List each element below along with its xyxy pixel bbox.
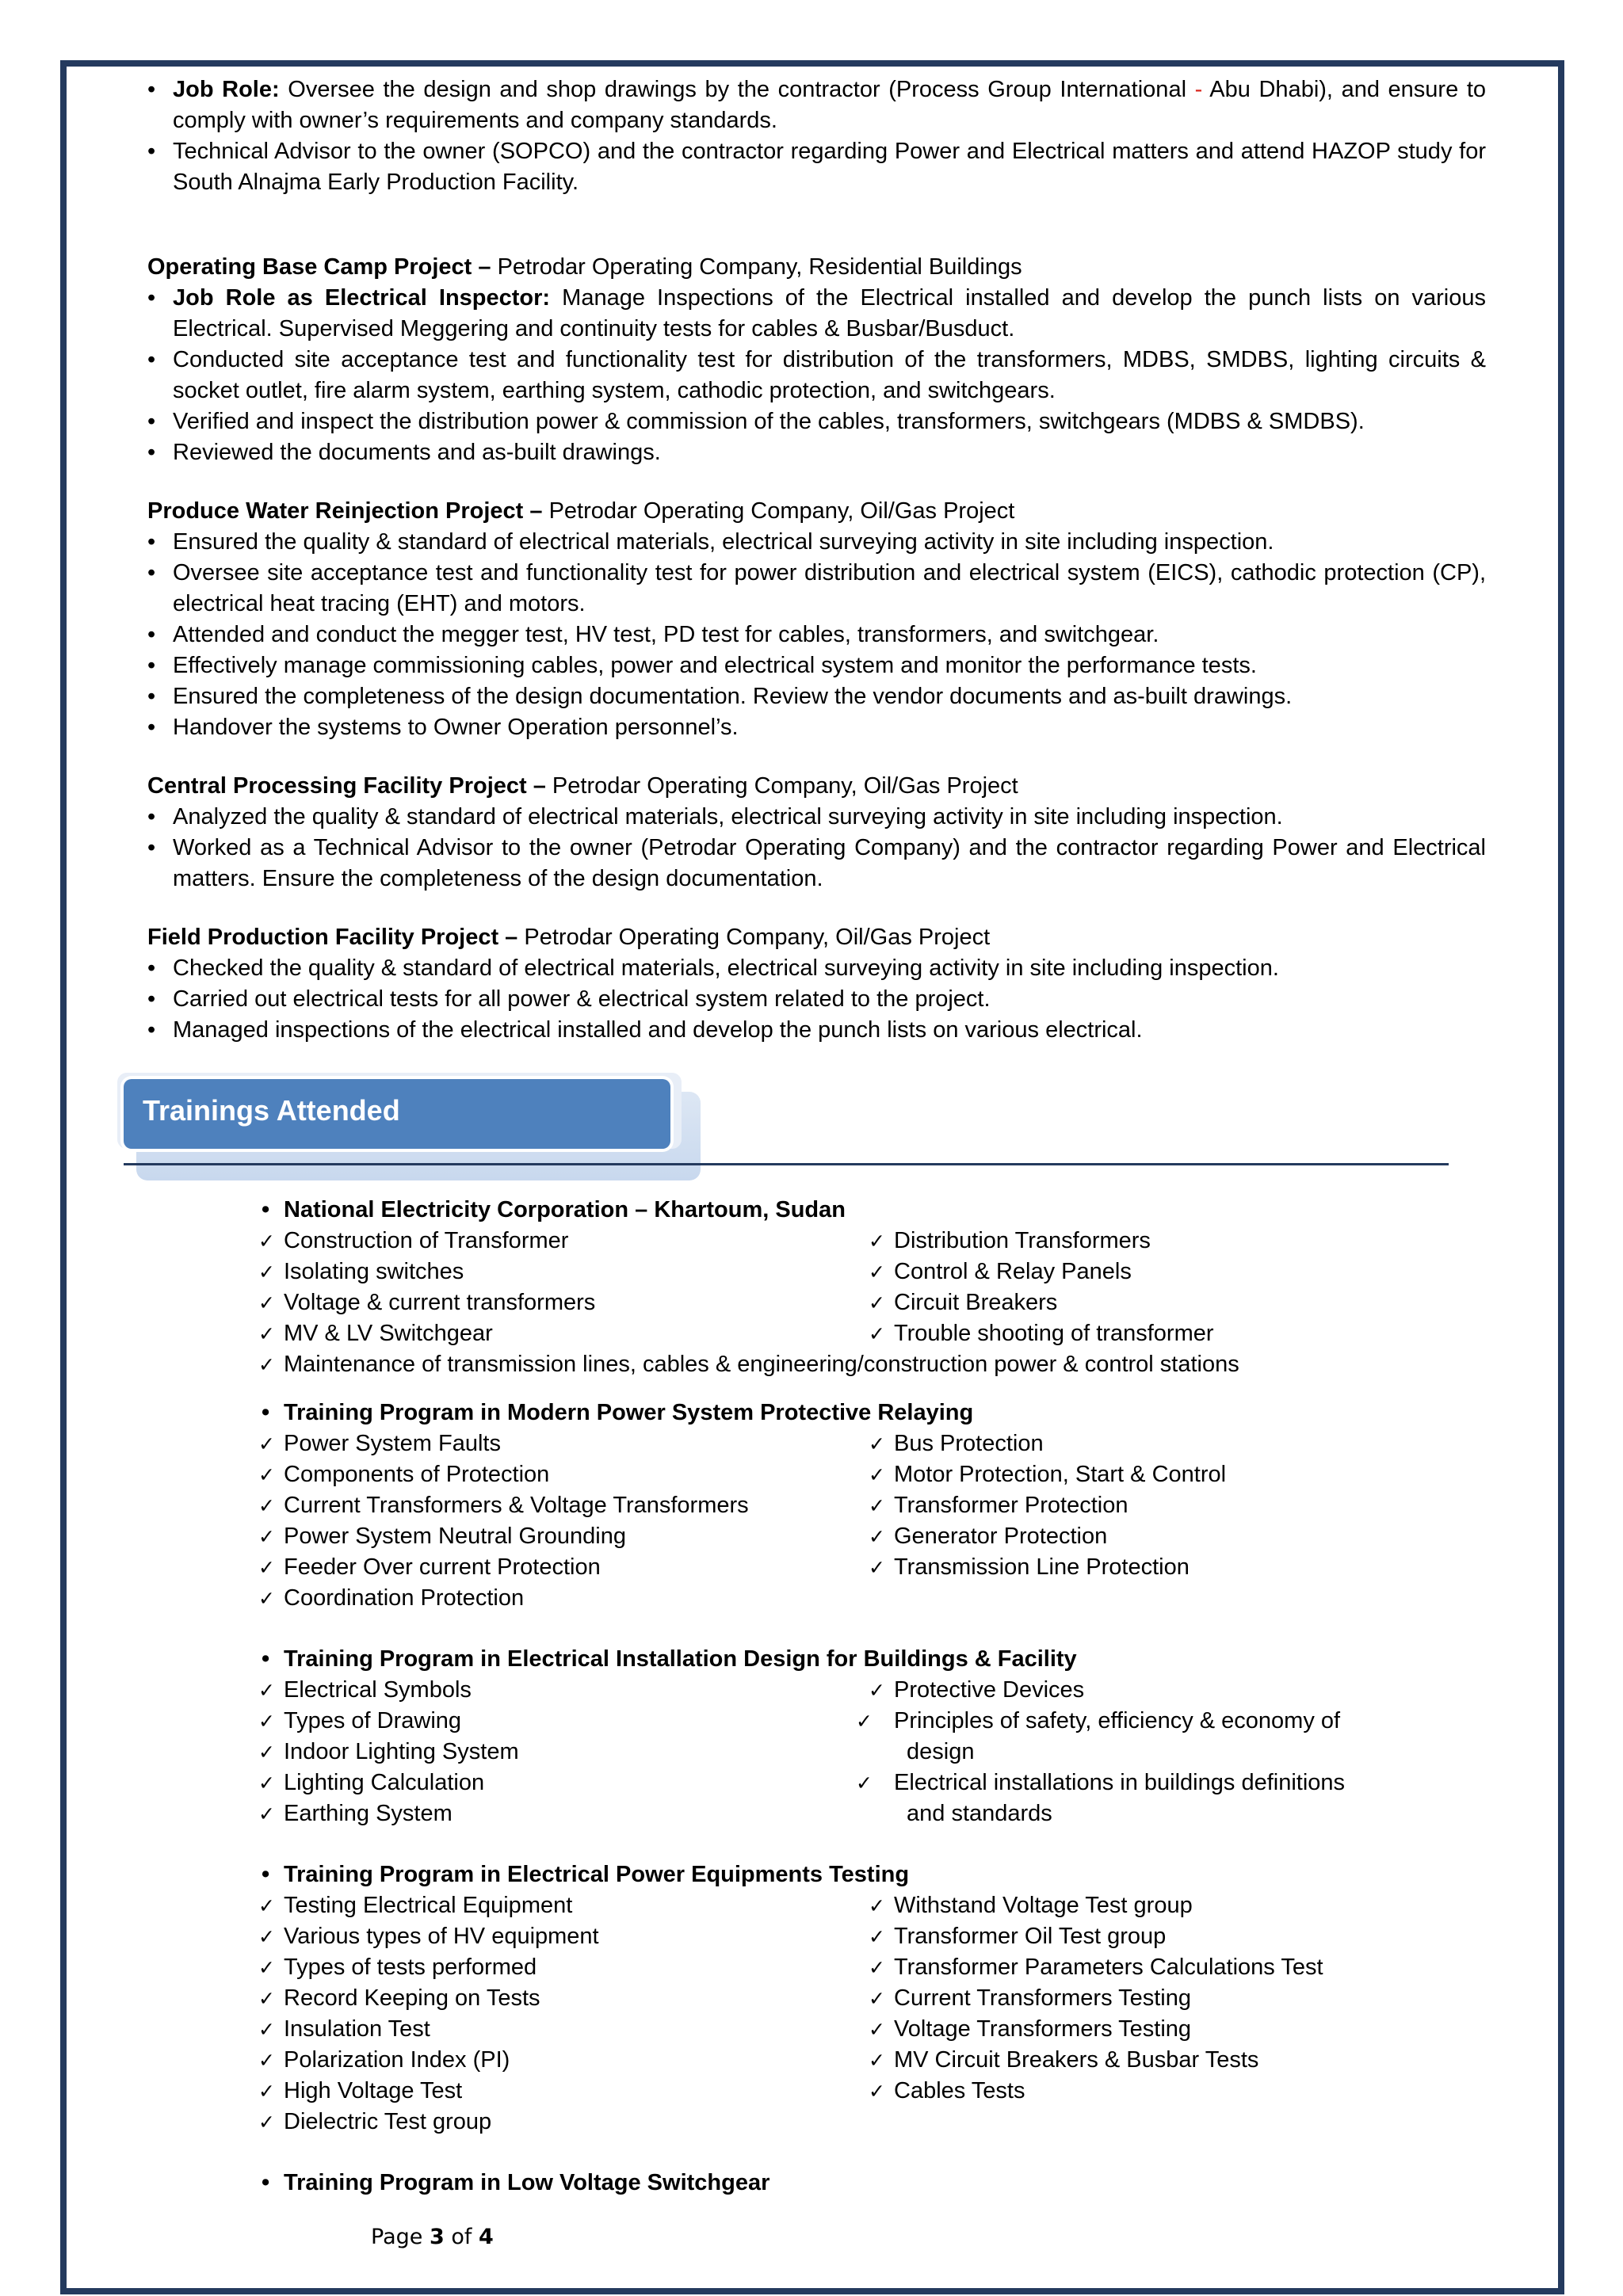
intro-section xyxy=(147,74,1486,198)
check-item: ✓ Protective Devices xyxy=(869,1675,1376,1706)
training-group-title: • Training Program in Electrical Power Equipments Testing xyxy=(258,1859,1447,1890)
training-group-protective-relaying xyxy=(258,1398,1447,1614)
check-item: ✓ Components of Protection xyxy=(258,1459,869,1490)
check-item: ✓ Withstand Voltage Test group xyxy=(869,1890,1423,1921)
check-item: ✓ Transformer Protection xyxy=(869,1490,1423,1521)
project-heading: Produce Water Reinjection Project – Petrodar Operating Company, Oil/Gas Project xyxy=(147,498,1015,524)
check-item: ✓ Transformer Oil Test group xyxy=(869,1921,1423,1952)
check-item: ✓ Lighting Calculation xyxy=(258,1768,869,1798)
list-item: • Verified and inspect the distribution power & commission of the cables, transformers, switchgears (MDBS & SMDBS). xyxy=(147,406,1486,437)
check-item: ✓ Distribution Transformers xyxy=(869,1226,1423,1257)
check-item: ✓ Current Transformers & Voltage Transformers xyxy=(258,1490,869,1521)
list-item: • Analyzed the quality & standard of electrical materials, electrical surveying activity in site including inspection. xyxy=(147,802,1486,833)
check-item: ✓ MV & LV Switchgear xyxy=(258,1318,869,1349)
check-item: ✓ Types of Drawing xyxy=(258,1706,869,1737)
check-item: ✓ Principles of safety, efficiency & economy of design xyxy=(869,1706,1376,1768)
check-item: ✓ Bus Protection xyxy=(869,1428,1423,1459)
check-item: ✓ Insulation Test xyxy=(258,2014,869,2045)
training-group-equipment-testing xyxy=(258,1859,1447,2138)
check-item: ✓ Polarization Index (PI) xyxy=(258,2045,869,2076)
check-item: ✓ Power System Faults xyxy=(258,1428,869,1459)
check-item: ✓ Power System Neutral Grounding xyxy=(258,1521,869,1552)
check-item: ✓ Voltage & current transformers xyxy=(258,1287,869,1318)
list-item: • Ensured the quality & standard of electrical materials, electrical surveying activity in site including inspection. xyxy=(147,527,1486,558)
check-item: ✓ Various types of HV equipment xyxy=(258,1921,869,1952)
check-item: ✓ Dielectric Test group xyxy=(258,2107,869,2138)
project-heading: Operating Base Camp Project – Petrodar Operating Company, Residential Buildings xyxy=(147,254,1022,280)
check-item: ✓ Record Keeping on Tests xyxy=(258,1983,869,2014)
section-title-trainings: Trainings Attended xyxy=(124,1079,670,1149)
check-item: ✓ Voltage Transformers Testing xyxy=(869,2014,1423,2045)
check-item: ✓ Electrical Symbols xyxy=(258,1675,869,1706)
training-group-title: • National Electricity Corporation – Khartoum, Sudan xyxy=(258,1195,1447,1226)
list-item: • Attended and conduct the megger test, HV test, PD test for cables, transformers, and switchgear. xyxy=(147,620,1486,650)
training-group-title: • Training Program in Electrical Installation Design for Buildings & Facility xyxy=(258,1644,1447,1675)
check-item: ✓ Indoor Lighting System xyxy=(258,1737,869,1768)
list-item: • Oversee site acceptance test and functionality test for power distribution and electrical system (EICS), cathodic protection (CP), electrical heat tracing (EHT) and motors. xyxy=(147,558,1486,620)
list-item: • Managed inspections of the electrical installed and develop the punch lists on various electrical. xyxy=(147,1015,1486,1046)
check-item: ✓ Trouble shooting of transformer xyxy=(869,1318,1423,1349)
check-item: ✓ Electrical installations in buildings definitions and standards xyxy=(869,1768,1376,1829)
list-item: • Carried out electrical tests for all power & electrical system related to the project. xyxy=(147,984,1486,1015)
list-item: • Conducted site acceptance test and functionality test for distribution of the transformers, MDBS, SMDBS, lighting circuits & socket outlet, fire alarm system, earthing system, cathodic protection, and switchgears. xyxy=(147,345,1486,406)
training-group-installation-design xyxy=(258,1644,1447,1829)
trainings-section xyxy=(258,1195,1447,2199)
check-item: ✓ Maintenance of transmission lines, cables & engineering/construction power & control stations xyxy=(258,1349,1449,1380)
intro-bullet-advisor: • Technical Advisor to the owner (SOPCO) and the contractor regarding Power and Electrical matters and attend HAZOP study for South Alnajma Early Production Facility. xyxy=(147,136,1486,198)
list-item: • Job Role as Electrical Inspector: Manage Inspections of the Electrical installed and develop the punch lists on various Electrical. Supervised Meggering and continuity tests for cables & Busbar/Busduct. xyxy=(147,283,1486,345)
list-item: • Reviewed the documents and as-built drawings. xyxy=(147,437,1486,468)
intro-bullet-job-role: • Job Role: Oversee the design and shop drawings by the contractor (Process Group International - Abu Dhabi), and ensure to comply with owner’s requirements and company standards. xyxy=(147,74,1486,136)
list-item: • Worked as a Technical Advisor to the owner (Petrodar Operating Company) and the contractor regarding Power and Electrical matters. Ensure the completeness of the design documentation. xyxy=(147,833,1486,894)
check-item: ✓ Current Transformers Testing xyxy=(869,1983,1423,2014)
list-item: • Effectively manage commissioning cables, power and electrical system and monitor the performance tests. xyxy=(147,650,1486,681)
check-item: ✓ Isolating switches xyxy=(258,1257,869,1287)
check-item: ✓ Transformer Parameters Calculations Test xyxy=(869,1952,1423,1983)
project-heading: Field Production Facility Project – Petrodar Operating Company, Oil/Gas Project xyxy=(147,925,991,950)
training-group-national-electricity xyxy=(258,1195,1447,1380)
check-item: ✓ Coordination Protection xyxy=(258,1583,869,1614)
check-item: ✓ MV Circuit Breakers & Busbar Tests xyxy=(869,2045,1423,2076)
check-item: ✓ Motor Protection, Start & Control xyxy=(869,1459,1423,1490)
project-field-production-facility xyxy=(147,922,1486,1046)
project-produce-water-reinjection xyxy=(147,496,1486,743)
list-item: • Handover the systems to Owner Operation personnel’s. xyxy=(147,712,1486,743)
list-item: • Ensured the completeness of the design documentation. Review the vendor documents and as-built drawings. xyxy=(147,681,1486,712)
section-divider xyxy=(124,1163,1449,1165)
check-item: ✓ Cables Tests xyxy=(869,2076,1423,2107)
check-item: ✓ Construction of Transformer xyxy=(258,1226,869,1257)
training-group-low-voltage-switchgear xyxy=(258,2168,1447,2199)
list-item: • Checked the quality & standard of electrical materials, electrical surveying activity in site including inspection. xyxy=(147,953,1486,984)
project-central-processing-facility xyxy=(147,771,1486,894)
check-item: ✓ Feeder Over current Protection xyxy=(258,1552,869,1583)
training-group-title: • Training Program in Modern Power System Protective Relaying xyxy=(258,1398,1447,1428)
check-item: ✓ High Voltage Test xyxy=(258,2076,869,2107)
check-item: ✓ Control & Relay Panels xyxy=(869,1257,1423,1287)
check-item: ✓ Generator Protection xyxy=(869,1521,1423,1552)
projects-section xyxy=(147,252,1486,1046)
training-group-title: • Training Program in Low Voltage Switchgear xyxy=(258,2168,1447,2199)
check-item: ✓ Earthing System xyxy=(258,1798,869,1829)
check-item: ✓ Circuit Breakers xyxy=(869,1287,1423,1318)
check-item: ✓ Types of tests performed xyxy=(258,1952,869,1983)
check-item: ✓ Testing Electrical Equipment xyxy=(258,1890,869,1921)
project-heading: Central Processing Facility Project – Petrodar Operating Company, Oil/Gas Project xyxy=(147,773,1018,799)
project-operating-base-camp xyxy=(147,252,1486,468)
check-item: ✓ Transmission Line Protection xyxy=(869,1552,1423,1583)
page-number: Page 3 of 4 xyxy=(371,2225,494,2249)
